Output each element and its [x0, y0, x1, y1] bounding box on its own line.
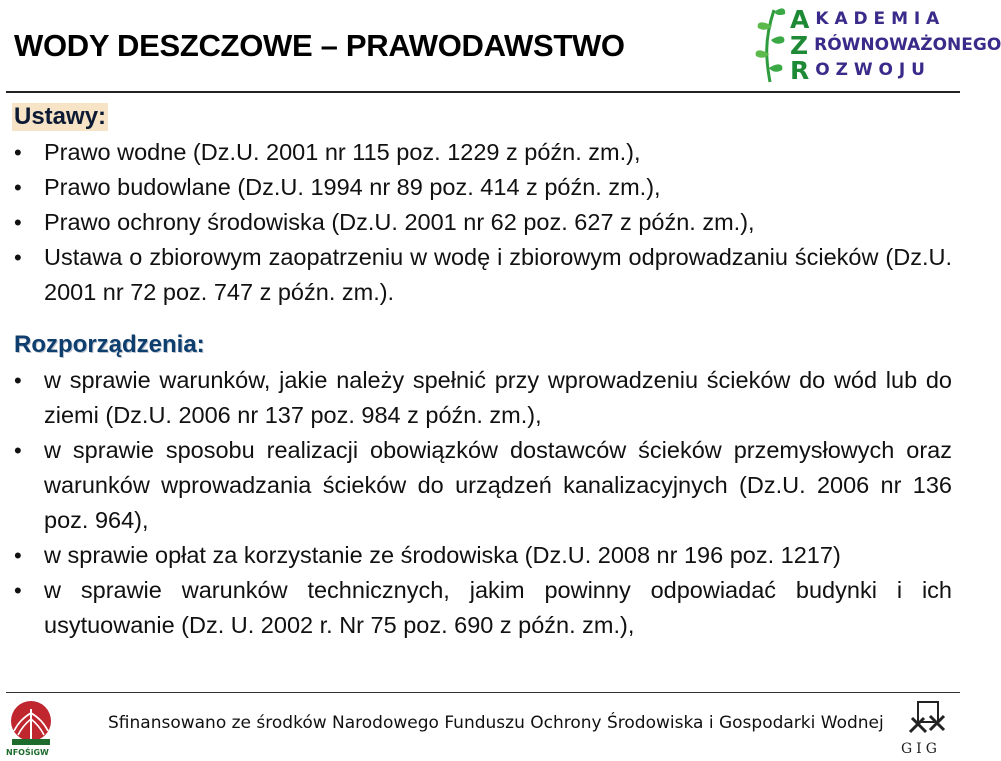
- logo-word: K A D E M I A: [815, 9, 940, 29]
- list-item: • Ustawa o zbiorowym zaopatrzeniu w wodę i zbiorowym odprowadzaniu ścieków (Dz.U. 2001 nr 72 poz. 747 z późn. zm.).: [12, 240, 952, 310]
- list-item: • w sprawie warunków, jakie należy spełnić przy wprowadzeniu ścieków do wód lub do ziemi (Dz.U. 2006 nr 137 poz. 984 z późn. zm.),: [12, 363, 952, 433]
- nfosigw-label: NFOŚiGW: [6, 748, 49, 757]
- ustawy-heading: Ustawy:: [14, 103, 107, 130]
- logo-letter: Z: [790, 30, 809, 60]
- slide-content: [12, 100, 952, 643]
- footer-text: Sfinansowano ze środków Narodowego Funduszu Ochrony Środowiska i Gospodarki Wodnej: [108, 713, 884, 733]
- logo-word: RÓWNOWAŻONEGO: [814, 35, 1001, 55]
- list-item: • Prawo budowlane (Dz.U. 1994 nr 89 poz. 414 z późn. zm.),: [12, 170, 952, 205]
- list-item: • w sprawie sposobu realizacji obowiązków dostawców ścieków przemysłowych oraz warunków wprowadzania ścieków do urządzeń kanalizacyjnych (Dz.U. 2006 nr 136 poz. 964),: [12, 433, 952, 538]
- leaf-icon: [752, 0, 788, 84]
- logo-row-rozwoju: [790, 57, 925, 83]
- rozporzadzenia-list: [12, 363, 952, 643]
- rozporzadzenia-heading: Rozporządzenia:: [14, 331, 205, 358]
- logo-row-zrownowazonego: [790, 32, 1001, 58]
- list-item: • Prawo ochrony środowiska (Dz.U. 2001 nr 62 poz. 627 z późn. zm.),: [12, 205, 952, 240]
- akademia-logo: [752, 0, 1001, 86]
- logo-letter: A: [790, 4, 810, 34]
- slide-title: WODY DESZCZOWE – PRAWODAWSTWO: [14, 28, 625, 63]
- ustawy-list: [12, 135, 952, 310]
- logo-row-akademia: [790, 6, 939, 32]
- title-divider: [6, 91, 960, 93]
- gig-label: GIG: [901, 741, 941, 757]
- list-item: • w sprawie opłat za korzystanie ze środowiska (Dz.U. 2008 nr 196 poz. 1217): [12, 538, 952, 573]
- list-item: • w sprawie warunków technicznych, jakim powinny odpowiadać budynki i ich usytuowanie (Dz. U. 2002 r. Nr 75 poz. 690 z późn. zm.),: [12, 573, 952, 643]
- logo-letter: R: [790, 55, 810, 85]
- list-item: • Prawo wodne (Dz.U. 2001 nr 115 poz. 1229 z późn. zm.),: [12, 135, 952, 170]
- logo-word: O Z W O J U: [815, 60, 925, 80]
- footer-divider: [6, 692, 960, 693]
